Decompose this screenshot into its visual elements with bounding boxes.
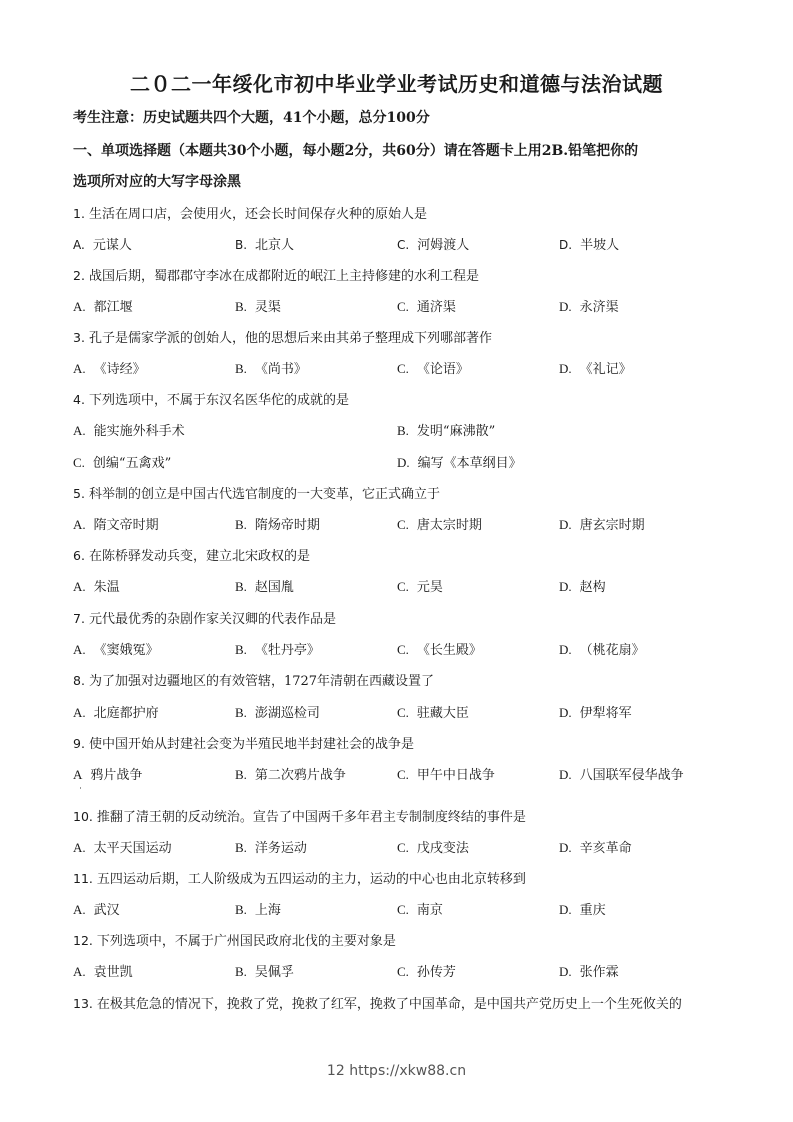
- question-number: 7.: [73, 611, 85, 626]
- option-letter: A.: [73, 902, 86, 917]
- option-text: 唐玄宗时期: [579, 518, 645, 533]
- option-letter: A.: [73, 964, 86, 979]
- question-number: 11.: [73, 871, 93, 886]
- option-letter: C.: [397, 767, 409, 782]
- option-text: 灵渠: [254, 300, 281, 315]
- option-text: 隋炀帝时期: [254, 518, 320, 533]
- option-b[interactable]: [235, 358, 307, 377]
- option-b[interactable]: [235, 899, 281, 918]
- option-text: 甲午中日战争: [416, 768, 495, 783]
- option-c[interactable]: [397, 702, 469, 721]
- option-d[interactable]: [559, 639, 645, 658]
- question-13: [73, 993, 682, 1012]
- question-7-options: [73, 639, 733, 659]
- option-d[interactable]: [559, 899, 606, 918]
- option-letter: C.: [397, 238, 410, 252]
- option-letter: A.: [73, 517, 86, 532]
- option-b[interactable]: [235, 764, 346, 783]
- option-text: 朱温: [93, 580, 120, 595]
- option-letter: D.: [559, 840, 572, 855]
- option-b[interactable]: [235, 837, 307, 856]
- option-text: 《牡丹亭》: [254, 643, 320, 658]
- option-letter: B.: [235, 705, 247, 720]
- option-letter: A.: [73, 299, 86, 314]
- option-text: 张作霖: [579, 965, 619, 980]
- option-letter: B.: [235, 840, 247, 855]
- option-letter: A.: [73, 705, 86, 720]
- option-letter: A.: [73, 423, 86, 438]
- option-text: 驻藏大臣: [416, 706, 469, 721]
- option-letter: A.: [73, 840, 86, 855]
- question-1-options: [73, 234, 733, 254]
- option-c[interactable]: [397, 961, 456, 980]
- option-text: 能实施外科手术: [93, 424, 185, 439]
- option-d[interactable]: [559, 961, 619, 980]
- option-b[interactable]: [235, 234, 294, 253]
- question-8: [73, 670, 434, 689]
- option-letter: B.: [235, 767, 247, 782]
- option-text: 洋务运动: [254, 841, 307, 856]
- option-letter: C.: [397, 299, 409, 314]
- option-letter: C.: [397, 579, 409, 594]
- option-text: 永济渠: [579, 300, 619, 315]
- page-footer: [0, 1063, 793, 1079]
- option-letter: B.: [235, 642, 247, 657]
- question-8-options: [73, 702, 733, 722]
- option-c[interactable]: [397, 764, 495, 783]
- section-heading-continued: 选项所对应的大写字母涂黑: [73, 174, 241, 190]
- question-10: [73, 806, 526, 825]
- option-a[interactable]: [73, 639, 159, 658]
- option-text: 元谋人: [92, 238, 132, 253]
- question-number: 1.: [73, 206, 85, 221]
- question-3: [73, 327, 492, 346]
- question-number: 10.: [73, 809, 93, 824]
- option-letter: D.: [559, 642, 572, 657]
- option-text: （桃花扇》: [579, 643, 645, 658]
- option-a[interactable]: [73, 899, 120, 918]
- option-text: 北京人: [255, 238, 295, 253]
- option-d[interactable]: [559, 837, 632, 856]
- option-b[interactable]: [235, 702, 320, 721]
- question-4-options-row-2: [73, 452, 733, 472]
- option-text: 八国联军侵华战争: [579, 768, 684, 783]
- option-letter: D.: [559, 902, 572, 917]
- option-text: 唐太宗时期: [416, 518, 482, 533]
- option-letter: C.: [73, 455, 85, 470]
- option-c[interactable]: [397, 296, 456, 315]
- option-letter: B.: [235, 517, 247, 532]
- question-number: 2.: [73, 268, 85, 283]
- question-5: [73, 483, 440, 502]
- option-c[interactable]: [397, 576, 443, 595]
- question-text: 科举制的创立是中国古代选官制度的一大变革，它正式确立于: [88, 487, 440, 502]
- option-letter: B.: [235, 579, 247, 594]
- option-letter: A: [73, 767, 83, 782]
- option-text: 澎湖巡检司: [254, 706, 320, 721]
- option-text: 《诗经》: [93, 362, 146, 377]
- option-letter: D.: [559, 238, 573, 252]
- option-text: 元昊: [416, 580, 443, 595]
- question-number: 13.: [73, 996, 93, 1011]
- option-letter: C.: [397, 642, 409, 657]
- option-text: 《礼记》: [579, 362, 632, 377]
- question-number: 8.: [73, 673, 85, 688]
- question-text: 孔子是儒家学派的创始人，他的思想后来由其弟子整理成下列哪部著作: [88, 331, 492, 346]
- option-a[interactable]: [73, 358, 146, 377]
- question-number: 3.: [73, 330, 85, 345]
- option-text: 鸦片战争: [90, 768, 143, 783]
- option-text: 伊犁将军: [579, 706, 632, 721]
- question-1: [73, 203, 427, 222]
- option-c[interactable]: [397, 234, 469, 253]
- option-a[interactable]: [73, 961, 133, 980]
- option-text: 《长生殿》: [416, 643, 482, 658]
- option-d[interactable]: [559, 702, 632, 721]
- option-letter: C.: [397, 517, 409, 532]
- option-a[interactable]: [73, 234, 132, 253]
- option-letter: D.: [559, 517, 572, 532]
- question-text: 下列选项中，不属于东汉名医华佗的成就的是: [88, 393, 349, 408]
- question-number: 4.: [73, 392, 85, 407]
- option-text: 都江堰: [93, 300, 133, 315]
- question-text: 下列选项中，不属于广州国民政府北伐的主要对象是: [96, 934, 396, 949]
- option-letter: B.: [235, 299, 247, 314]
- question-text: 在极其危急的情况下，挽救了党，挽救了红军，挽救了中国革命，是中国共产党历史上一个生死攸关的: [96, 997, 682, 1012]
- option-letter: D.: [397, 455, 410, 470]
- option-text: 北庭都护府: [93, 706, 159, 721]
- question-7: [73, 608, 336, 627]
- option-letter: B.: [397, 423, 409, 438]
- option-letter: C.: [397, 705, 409, 720]
- option-b[interactable]: [235, 961, 294, 980]
- option-c[interactable]: [397, 358, 469, 377]
- question-text: 在陈桥驿发动兵变，建立北宋政权的是: [88, 549, 310, 564]
- question-3-options: [73, 358, 733, 378]
- option-text: 创编“五禽戏”: [92, 456, 172, 471]
- option-text: 编写《本草纲目》: [417, 456, 522, 471]
- option-d[interactable]: [397, 452, 522, 471]
- option-d[interactable]: [559, 234, 619, 253]
- option-text: 南京: [416, 903, 443, 918]
- option-letter: B.: [235, 361, 247, 376]
- option-b[interactable]: [235, 639, 320, 658]
- option-letter: C.: [397, 361, 409, 376]
- option-text: 戊戌变法: [416, 841, 469, 856]
- option-letter: A.: [73, 238, 85, 252]
- option-letter: D.: [559, 964, 572, 979]
- option-text: 第二次鸦片战争: [254, 768, 346, 783]
- option-letter: D.: [559, 705, 572, 720]
- document-title: 二０二一年绥化市初中毕业学业考试历史和道德与法治试题: [130, 72, 663, 96]
- question-text: 五四运动后期，工人阶级成为五四运动的主力，运动的中心也由北京转移到: [96, 872, 526, 887]
- option-letter: C.: [397, 902, 409, 917]
- question-text: 战国后期，蜀郡郡守李冰在成都附近的岷江上主持修建的水利工程是: [88, 269, 479, 284]
- option-text: 《论语》: [416, 362, 469, 377]
- option-letter: B.: [235, 238, 248, 252]
- option-text: 吴佩孚: [254, 965, 294, 980]
- option-text: 河姆渡人: [417, 238, 470, 253]
- option-c[interactable]: [73, 452, 171, 471]
- question-text: 生活在周口店，会使用火，还会长时间保存火种的原始人是: [88, 207, 427, 222]
- question-5-options: [73, 514, 733, 534]
- option-letter: D.: [559, 579, 572, 594]
- option-letter: D.: [559, 767, 572, 782]
- option-text: 《窦娥冤》: [93, 643, 159, 658]
- question-text: 为了加强对边疆地区的有效管辖，1727年清朝在西藏设置了: [88, 674, 435, 689]
- question-2-options: [73, 296, 733, 316]
- option-a[interactable]: [73, 296, 133, 315]
- question-11-options: [73, 899, 733, 919]
- option-letter: A.: [73, 642, 86, 657]
- option-letter: C.: [397, 964, 409, 979]
- option-text: 辛亥革命: [579, 841, 632, 856]
- option-letter: D.: [559, 299, 572, 314]
- page-number: 12: [326, 1063, 345, 1079]
- option-letter: A.: [73, 361, 86, 376]
- option-letter: A.: [73, 579, 86, 594]
- option-d[interactable]: [559, 576, 606, 595]
- option-d[interactable]: [559, 358, 632, 377]
- question-9: [73, 733, 414, 752]
- option-b[interactable]: [235, 514, 320, 533]
- option-text: 发明“麻沸散”: [416, 424, 496, 439]
- question-2: [73, 265, 479, 284]
- question-number: 12.: [73, 933, 93, 948]
- question-number: 9.: [73, 736, 85, 751]
- option-d[interactable]: [559, 764, 684, 783]
- option-a[interactable]: [73, 702, 159, 721]
- option-text: 赵国胤: [254, 580, 294, 595]
- option-letter: D.: [559, 361, 572, 376]
- option-text: 《尚书》: [254, 362, 307, 377]
- section-heading: 一、单项选择题（本题共30个小题，每小题2分，共60分）请在答题卡上用2B.铅笔把你的: [73, 143, 639, 159]
- option-text: 隋文帝时期: [93, 518, 159, 533]
- option-c[interactable]: [397, 639, 482, 658]
- option-letter: B.: [235, 964, 247, 979]
- footer-link[interactable]: https://xkw88.cn: [349, 1063, 467, 1079]
- option-a[interactable]: [73, 420, 185, 439]
- option-b[interactable]: [235, 296, 281, 315]
- option-b[interactable]: [235, 576, 294, 595]
- question-4-options-row-1: [73, 420, 733, 440]
- question-9-options: [73, 764, 733, 784]
- exam-notice: 考生注意：历史试题共四个大题，41个小题，总分100分: [73, 110, 430, 126]
- option-text: 武汉: [93, 903, 120, 918]
- question-6-options: [73, 576, 733, 596]
- question-4: [73, 389, 349, 408]
- option-letter: B.: [235, 902, 247, 917]
- option-letter: C.: [397, 840, 409, 855]
- option-text: 太平天国运动: [93, 841, 172, 856]
- option-text: 赵构: [579, 580, 606, 595]
- option-text: 半坡人: [580, 238, 620, 253]
- question-10-options: [73, 837, 733, 857]
- option-c[interactable]: [397, 514, 482, 533]
- question-12: [73, 930, 396, 949]
- stray-mark: [80, 787, 81, 789]
- option-text: 通济渠: [416, 300, 456, 315]
- question-number: 6.: [73, 548, 85, 563]
- question-11: [73, 868, 526, 887]
- option-d[interactable]: [559, 296, 619, 315]
- option-d[interactable]: [559, 514, 645, 533]
- option-a[interactable]: [73, 764, 142, 783]
- option-a[interactable]: [73, 514, 159, 533]
- option-a[interactable]: [73, 837, 172, 856]
- question-text: 使中国开始从封建社会变为半殖民地半封建社会的战争是: [88, 737, 414, 752]
- question-text: 元代最优秀的杂剧作家关汉卿的代表作品是: [88, 612, 336, 627]
- option-text: 袁世凯: [93, 965, 133, 980]
- option-text: 孙传芳: [416, 965, 456, 980]
- question-number: 5.: [73, 486, 85, 501]
- option-text: 上海: [254, 903, 281, 918]
- option-b[interactable]: [397, 420, 495, 439]
- option-c[interactable]: [397, 899, 443, 918]
- option-a[interactable]: [73, 576, 120, 595]
- option-text: 重庆: [579, 903, 606, 918]
- question-6: [73, 545, 310, 564]
- option-c[interactable]: [397, 837, 469, 856]
- question-text: 推翻了清王朝的反动统治。宣告了中国两千多年君主专制制度终结的事件是: [96, 810, 526, 825]
- question-12-options: [73, 961, 733, 981]
